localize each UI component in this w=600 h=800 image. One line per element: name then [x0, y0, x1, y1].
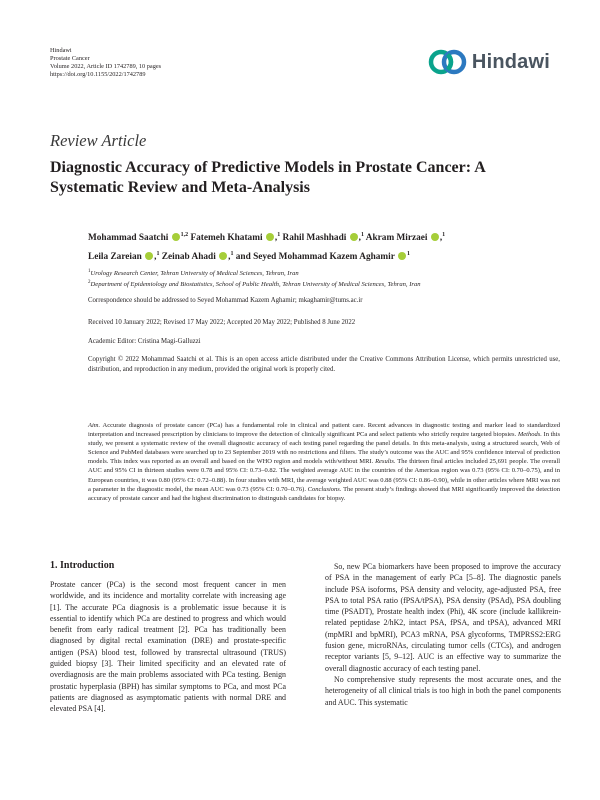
author-affiliation-ref: 1 [407, 251, 411, 258]
orcid-icon[interactable] [398, 252, 406, 260]
author-affiliation-ref: 1 [230, 251, 234, 258]
author-name: Seyed Mohammad Kazem Aghamir [253, 252, 395, 263]
author-name: Fatemeh Khatami [190, 233, 263, 244]
orcid-icon[interactable] [431, 233, 439, 241]
intro-paragraph: Prostate cancer (PCa) is the second most frequent cancer in men worldwide, and its incidence and mortality correlate with increasing age [1]. The accurate PCa diagnosis is a problematic issue because it is essential to identify which PCa are destined to progress and which would benefit from early radical treatment [2]. PCa has traditionally been diagnosed by digital rectal examination (DRE) and prostate-specific antigen (PSA) blood test, followed by transrectal ultrasound (TRUS) guided biopsy [3]. Their limited specificity and an elevated rate of overdiagnosis are the main problems associated with PCa testing. Benign prostatic hyperplasia (BPH) has similar symptoms to PCa, and most PCa patients are diagnosed as asymptomatic patients with normal DRE and elevated PSA [4]. [50, 580, 286, 714]
journal-header [50, 47, 161, 79]
publisher-name: Hindawi [50, 47, 72, 54]
orcid-icon[interactable] [145, 252, 153, 260]
author-affiliation-ref: 1 [360, 232, 364, 238]
copyright-notice: Copyright © 2022 Mohammad Saatchi et al. This is an open access article distributed under the Creative Commons Attribution License, which permits unrestricted use, distribution, and reproduction in any medium, provided the original work is properly cited. [88, 356, 560, 373]
abstract-conclusions: The present study’s findings showed that MRI significantly improved the detection accuracy of prostate cancer and had the highest discrimination to distinguish candidates for biopsy. [88, 485, 560, 502]
author-name: Akram Mirzaei [365, 233, 428, 244]
article-type: Review Article [50, 131, 147, 150]
intro-paragraph: So, new PCa biomarkers have been proposed to improve the accuracy of PSA in the management of early PCa [5–8]. The diagnostic panels include PSA isoforms, PSA density and velocity, age-adjusted PSA, free PSA to total PSA ratio (fPSA/tPSA), PSA density (PSAd), PSA doubling time (PSADT), Prostate health index (Phi), 4K score (include kallikrein-related peptidase 2/hK2, intact PSA, fPSA, and tPSA), advanced MRI (mpMRI and bpMRI), PCA3 mRNA, PSA glycoforms, TMPRSS2:ERG fusion gene, microRNAs, circulating tumor cells (CTCs), and androgen receptor variants [5, 9–12]. AUC is an effective way to summarize the overall diagnostic accuracy of each testing panel. [325, 562, 561, 673]
abstract [88, 421, 560, 503]
author-name: Rahil Mashhadi [282, 233, 347, 244]
author-affiliation-ref: 1 [277, 232, 281, 238]
affiliation-text: Urology Research Center, Tehran University of Medical Sciences, Tehran, Iran [90, 270, 299, 278]
abstract-aim: Accurate diagnosis of prostate cancer (PCa) has a fundamental role in clinical and patient care. Recent advances in diagnostic testing and marker lead to standardized interpretation and increased prescription by clinicians to improve the detection of clinically significant PCa and select patients who strictly require targeted biopsies. [88, 422, 560, 439]
academic-editor: Academic Editor: Cristina Magi-Galluzzi [88, 338, 201, 345]
author-affiliation-ref: 1 [156, 251, 160, 258]
logo-wordmark: Hindawi [471, 50, 550, 73]
abstract-conclusions-label: Conclusions. [307, 485, 342, 493]
volume-line: Volume 2022, Article ID 1742789, 10 pages [50, 63, 162, 70]
abstract-methods: In this study, we present a systematic review of the overall diagnostic accuracy of each testing panel regarding the panel details. In this meta-analysis, using a structured search, Web of Science and PubMed databases were searched up to 23 September 2019 with no restrictions and filters. The study’s outcome was the AUC and 95% confidence interval of prediction models. This index was reported as an overall and based on the WHO region and models with/without MRI. [88, 431, 560, 466]
author-name: Leila Zareian [88, 252, 142, 263]
orcid-icon[interactable] [219, 252, 227, 260]
doi-link[interactable]: https://doi.org/10.1155/2022/1742789 [50, 71, 146, 78]
article-title: Diagnostic Accuracy of Predictive Models in Prostate Cancer: A Systematic Review and Meta-Analysis [50, 159, 485, 196]
abstract-aim-label: Aim. [88, 422, 101, 429]
author-list: Mohammad Saatchi $^{1,2}$ Fatemeh Khatami ,$^1$ Rahil Mashhadi ,$^1$ Akram Mirzaei ,$^1$ Leila Zareian ,$^1$ Zeinab Ahadi ,$^1$ and Seyed Mohammad Kazem Aghamir $^1$ [88, 232, 446, 263]
intro-left-column [50, 579, 286, 715]
affiliation-2 [88, 278, 568, 289]
author-name: Mohammad Saatchi [88, 233, 169, 244]
orcid-icon[interactable] [172, 233, 180, 241]
journal-name: Prostate Cancer [50, 55, 90, 62]
affiliation-number: 2 [88, 280, 91, 285]
orcid-icon[interactable] [350, 233, 358, 241]
hindawi-logo [428, 49, 550, 75]
correspondence: Correspondence should be addressed to Seyed Mohammad Kazem Aghamir; mkaghamir@tums.ac.ir [88, 297, 363, 304]
abstract-results-label: Results. [375, 458, 396, 466]
section-heading: 1. Introduction [50, 560, 115, 571]
article-dates: Received 10 January 2022; Revised 17 May 2022; Accepted 20 May 2022; Published 8 June 2022 [88, 319, 356, 326]
author-affiliation-ref: 1,2 [180, 232, 189, 238]
affiliation-1 [88, 267, 568, 278]
author-conjunction: and [235, 252, 251, 263]
hindawi-logo-icon [428, 49, 468, 75]
affiliation-number: 1 [88, 269, 91, 274]
intro-right-column [325, 561, 561, 708]
affiliation-text: Department of Epidemiology and Biostatistics, School of Public Health, Tehran University of Medical Sciences, Tehran, Iran [90, 281, 421, 289]
author-name: Zeinab Ahadi [161, 252, 216, 263]
author-affiliation-ref: 1 [442, 232, 446, 238]
abstract-results: The thirteen final articles included 25,691 people. The overall AUC and 95% CI in thirteen studies were 0.78 and 95% CI: 0.73–0.82. The weighted average AUC in the countries of the Americas region was 0.73 (95% CI: 0.70–0.75), and in European countries, it was 0.80 (95% CI: 0.72–0.88). In four studies with MRI, the average weighted AUC was 0.88 (95% CI: 0.86–0.90), while in other articles where MRI was not a parameter in the diagnostic model, the mean AUC was 0.73 (95% CI: 0.70–0.76). [88, 458, 560, 493]
intro-paragraph: No comprehensive study represents the most accurate ones, and the heterogeneity of all clinical trials is too high in both the panel components and AUC. This systematic [325, 674, 561, 707]
abstract-methods-label: Methods. [517, 431, 542, 439]
orcid-icon[interactable] [266, 233, 274, 241]
